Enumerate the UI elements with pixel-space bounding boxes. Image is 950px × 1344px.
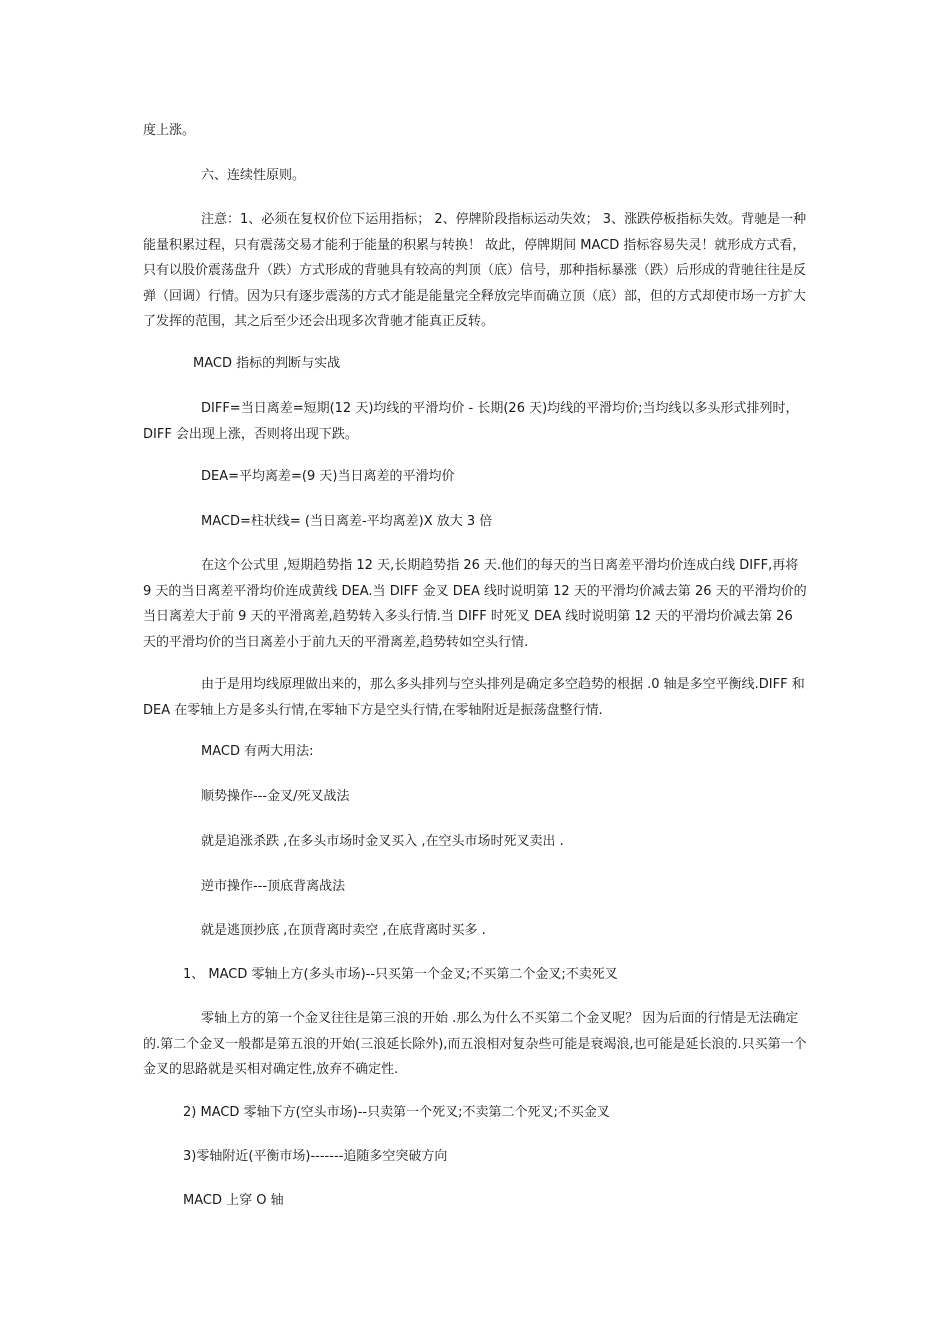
- paragraph-dea-definition: DEA=平均离差=(9 天)当日离差的平滑均价: [201, 469, 455, 484]
- heading-below-zero-axis: 2) MACD 零轴下方(空头市场)--只卖第一个死叉;不卖第二个死叉;不买金叉: [183, 1105, 610, 1120]
- paragraph-diff-definition: DIFF=当日离差=短期(12 天)均线的平滑均价 - 长期(26 天)均线的平滑均价;当均线以多头形式排列时，DIFF 会出现上涨，否则将出现下跌。: [143, 401, 799, 442]
- paragraph-first-golden-cross: 零轴上方的第一个金叉往往是第三浪的开始 .那么为什么不买第二个金叉呢？ 因为后面的行情是无法确定的.第二个金叉一般都是第五浪的开始(三浪延长除外),而五浪相对复杂些可能是衰竭浪,也可能是延长浪的.只买第一个金叉的思路就是买相对确定性,放弃不确定性.: [143, 1011, 807, 1077]
- paragraph-formula-explanation: 在这个公式里 ,短期趋势指 12 天,长期趋势指 26 天.他们的每天的当日离差平滑均价连成白线 DIFF,再将 9 天的当日离差平滑均价连成黄线 DEA.当 DIFF 金叉 DEA 线时说明第 12 天的平滑均价减去第 26 天的平滑均价的当日离差大于前 9 天的平滑离差,趋势转入多头行情.当 DIFF 时死叉 DEA 线时说明第 12 天的平滑均价减去第 26 天的平滑均价的当日离差小于前九天的平滑离差,趋势转如空头行情.: [143, 558, 807, 650]
- heading-near-zero-axis: 3)零轴附近(平衡市场)-------追随多空突破方向: [183, 1149, 448, 1164]
- heading-macd-judgement: MACD 指标的判断与实战: [193, 356, 341, 371]
- paragraph-ma-principle: 由于是用均线原理做出来的，那么多头排列与空头排列是确定多空趋势的根据 .0 轴是多空平衡线.DIFF 和 DEA 在零轴上方是多头行情,在零轴下方是空头行情,在零轴附近是振荡盘整行情.: [143, 677, 805, 718]
- heading-above-zero-axis: 1、 MACD 零轴上方(多头市场)--只买第一个金叉;不买第二个金叉;不卖死叉: [183, 967, 618, 982]
- paragraph-trend-following: 就是追涨杀跌 ,在多头市场时金叉买入 ,在空头市场时死叉卖出 .: [201, 834, 564, 849]
- paragraph-macd-definition: MACD=柱状线= (当日离差-平均离差)X 放大 3 倍: [201, 514, 493, 529]
- heading-macd-cross-zero: MACD 上穿 O 轴: [183, 1193, 284, 1208]
- heading-continuity-principle: 六、连续性原则。: [201, 168, 306, 183]
- heading-trend-following: 顺势操作---金叉/死叉战法: [201, 789, 350, 804]
- heading-two-usages: MACD 有两大用法:: [201, 744, 314, 759]
- paragraph-continuation: 度上涨。: [143, 123, 196, 138]
- paragraph-notes: 注意：1、必须在复权价位下运用指标； 2、停牌阶段指标运动失效； 3、涨跌停板指标失效。背驰是一种能量积累过程，只有震荡交易才能利于能量的积累与转换！ 故此，停牌期间 MACD 指标容易失灵！就形成方式看，只有以股价震荡盘升（跌）方式形成的背驰具有较高的判顶（底）信号，那种指标暴涨（跌）后形成的背驰往往是反弹（回调）行情。因为只有逐步震荡的方式才能是能量完全释放完毕而确立顶（底）部，但的方式却使市场一方扩大了发挥的范围，其之后至少还会出现多次背驰才能真正反转。: [143, 212, 807, 329]
- paragraph-counter-trend: 就是逃顶抄底 ,在顶背离时卖空 ,在底背离时买多 .: [201, 923, 486, 938]
- heading-counter-trend: 逆市操作---顶底背离战法: [201, 879, 346, 894]
